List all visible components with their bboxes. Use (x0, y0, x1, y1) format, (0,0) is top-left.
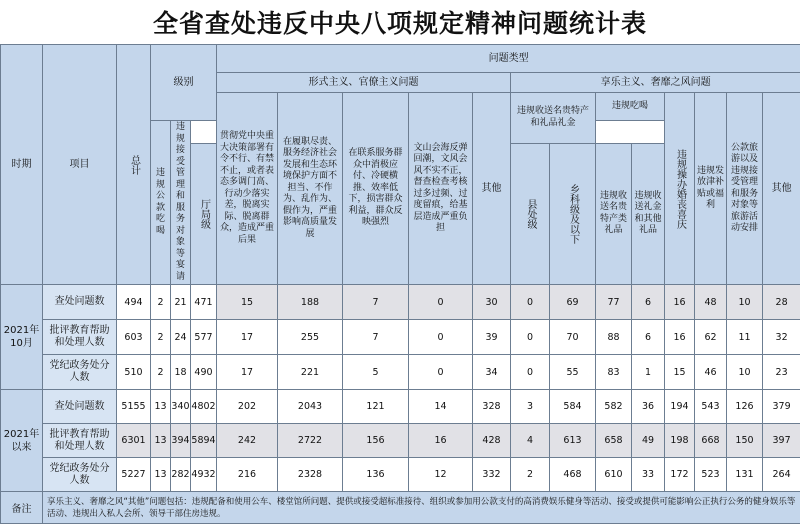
row-label: 批评教育帮助和处理人数 (43, 424, 117, 458)
level-header: 级别 (151, 45, 217, 121)
data-cell: 136 (343, 458, 409, 492)
data-cell: 5894 (191, 424, 217, 458)
level-ting-header: 厅局级 (191, 143, 217, 284)
data-cell: 216 (217, 458, 278, 492)
data-cell: 6 (632, 320, 665, 355)
data-cell: 48 (695, 285, 727, 320)
data-cell: 5155 (117, 390, 151, 424)
data-cell: 34 (473, 355, 511, 390)
data-cell: 13 (151, 458, 171, 492)
data-cell: 523 (695, 458, 727, 492)
data-cell: 340 (171, 390, 191, 424)
formalism-header: 形式主义、官僚主义问题 (217, 73, 511, 93)
data-cell: 0 (511, 355, 550, 390)
data-cell: 397 (763, 424, 800, 458)
data-cell: 543 (695, 390, 727, 424)
allowance-header: 违规发放津补贴或福利 (695, 93, 727, 285)
data-cell: 577 (191, 320, 217, 355)
data-cell: 16 (409, 424, 473, 458)
table-row (1, 285, 800, 320)
data-cell: 23 (763, 355, 800, 390)
data-cell: 7 (343, 285, 409, 320)
data-cell: 471 (191, 285, 217, 320)
header-row-1 (1, 45, 800, 73)
data-cell: 17 (217, 355, 278, 390)
data-cell: 12 (409, 458, 473, 492)
data-cell: 0 (409, 355, 473, 390)
level-xiang-header: 乡科级及以下 (550, 143, 596, 284)
data-cell: 2043 (278, 390, 343, 424)
data-cell: 172 (665, 458, 695, 492)
period-cell: 2021年10月 (1, 285, 43, 390)
data-cell: 490 (191, 355, 217, 390)
data-cell: 5 (343, 355, 409, 390)
data-cell: 18 (171, 355, 191, 390)
data-cell: 4932 (191, 458, 217, 492)
data-cell: 4802 (191, 390, 217, 424)
gift-1-header: 违规收送名贵特产类礼品 (596, 143, 632, 284)
formalism-col-2-header: 在履职尽责、服务经济社会发展和生态环境保护方面不担当、不作为、乱作为、假作为，严重影响高质量发展 (278, 93, 343, 285)
data-cell: 194 (665, 390, 695, 424)
data-cell: 6301 (117, 424, 151, 458)
data-cell: 328 (473, 390, 511, 424)
data-cell: 15 (217, 285, 278, 320)
data-cell: 0 (409, 320, 473, 355)
data-cell: 1 (632, 355, 665, 390)
table-row (1, 390, 800, 424)
data-cell: 10 (727, 355, 763, 390)
data-cell: 2722 (278, 424, 343, 458)
note-text: 享乐主义、奢靡之风“其他”问题包括：违规配备和使用公车、楼堂馆所问题、提供或接受超标准接待、组织或参加用公款支付的高消费娱乐健身等活动、接受或提供可能影响公正执行公务的健身娱乐等活动、违规出入私人会所、领导干部住房违规。 (43, 492, 800, 524)
data-cell: 16 (665, 320, 695, 355)
data-cell: 77 (596, 285, 632, 320)
data-cell: 0 (511, 285, 550, 320)
data-cell: 11 (727, 320, 763, 355)
data-cell: 28 (763, 285, 800, 320)
data-cell: 36 (632, 390, 665, 424)
data-cell: 468 (550, 458, 596, 492)
data-cell: 603 (117, 320, 151, 355)
data-cell: 613 (550, 424, 596, 458)
data-cell: 33 (632, 458, 665, 492)
data-cell: 510 (117, 355, 151, 390)
table-title: 全省查处违反中央八项规定精神问题统计表 (0, 0, 800, 44)
data-cell: 428 (473, 424, 511, 458)
note-label: 备注 (1, 492, 43, 524)
meal-2-header: 违规接受管理和服务对象等宴请 (171, 121, 191, 285)
wedding-header: 违规操办婚丧喜庆 (665, 93, 695, 285)
row-label: 党纪政务处分人数 (43, 458, 117, 492)
formalism-other-header: 其他 (473, 93, 511, 285)
data-cell: 202 (217, 390, 278, 424)
row-label: 查处问题数 (43, 285, 117, 320)
data-cell: 0 (409, 285, 473, 320)
data-cell: 668 (695, 424, 727, 458)
hedonism-header: 享乐主义、奢靡之风问题 (511, 73, 800, 93)
data-cell: 658 (596, 424, 632, 458)
data-cell: 156 (343, 424, 409, 458)
row-label: 查处问题数 (43, 390, 117, 424)
data-cell: 46 (695, 355, 727, 390)
data-cell: 6 (632, 285, 665, 320)
formalism-col-1-header: 贯彻党中央重大决策部署有令不行、有禁不止，或者表态多调门高、行动少落实差，脱离实际、脱离群众，造成严重后果 (217, 93, 278, 285)
level-xian-header: 县处级 (511, 143, 550, 284)
data-cell: 221 (278, 355, 343, 390)
data-cell: 610 (596, 458, 632, 492)
table-row (1, 320, 800, 355)
data-cell: 7 (343, 320, 409, 355)
data-cell: 32 (763, 320, 800, 355)
data-cell: 10 (727, 285, 763, 320)
data-cell: 242 (217, 424, 278, 458)
data-cell: 2 (151, 355, 171, 390)
data-cell: 5227 (117, 458, 151, 492)
total-header: 总计 (117, 45, 151, 285)
data-cell: 39 (473, 320, 511, 355)
data-cell: 582 (596, 390, 632, 424)
data-cell: 24 (171, 320, 191, 355)
table-row (1, 355, 800, 390)
data-cell: 16 (665, 285, 695, 320)
table-row (1, 424, 800, 458)
data-cell: 62 (695, 320, 727, 355)
meal-group-header: 违规吃喝 (596, 93, 665, 121)
data-cell: 198 (665, 424, 695, 458)
row-label: 党纪政务处分人数 (43, 355, 117, 390)
data-cell: 264 (763, 458, 800, 492)
data-cell: 21 (171, 285, 191, 320)
data-cell: 0 (511, 320, 550, 355)
data-cell: 13 (151, 424, 171, 458)
note-row (1, 492, 800, 524)
gift-2-header: 违规收送礼金和其他礼品 (632, 143, 665, 284)
statistics-table (0, 44, 800, 524)
data-cell: 55 (550, 355, 596, 390)
data-cell: 2 (151, 285, 171, 320)
formalism-col-4-header: 文山会海反弹回潮，文风会风不实不正，督查检查考核过多过频、过度留痕，给基层造成严重负担 (409, 93, 473, 285)
data-cell: 4 (511, 424, 550, 458)
data-cell: 379 (763, 390, 800, 424)
hedonism-other-header: 其他 (763, 93, 800, 285)
data-cell: 49 (632, 424, 665, 458)
row-label: 批评教育帮助和处理人数 (43, 320, 117, 355)
problem-type-header: 问题类型 (217, 45, 800, 73)
data-cell: 131 (727, 458, 763, 492)
data-cell: 2 (511, 458, 550, 492)
travel-header: 公款旅游以及违规接受管理和服务对象等旅游活动安排 (727, 93, 763, 285)
data-cell: 69 (550, 285, 596, 320)
data-cell: 14 (409, 390, 473, 424)
data-cell: 188 (278, 285, 343, 320)
data-cell: 30 (473, 285, 511, 320)
data-cell: 15 (665, 355, 695, 390)
data-cell: 88 (596, 320, 632, 355)
data-cell: 13 (151, 390, 171, 424)
item-header: 项目 (43, 45, 117, 285)
period-cell: 2021年以来 (1, 390, 43, 492)
data-cell: 2328 (278, 458, 343, 492)
data-cell: 150 (727, 424, 763, 458)
gift-group-header: 违规收送名贵特产和礼品礼金 (511, 93, 596, 144)
data-cell: 332 (473, 458, 511, 492)
period-header: 时期 (1, 45, 43, 285)
data-cell: 2 (151, 320, 171, 355)
data-cell: 494 (117, 285, 151, 320)
meal-1-header: 违规公款吃喝 (151, 121, 171, 285)
data-cell: 3 (511, 390, 550, 424)
table-row (1, 458, 800, 492)
data-cell: 584 (550, 390, 596, 424)
data-cell: 394 (171, 424, 191, 458)
data-cell: 255 (278, 320, 343, 355)
data-cell: 282 (171, 458, 191, 492)
data-cell: 83 (596, 355, 632, 390)
data-cell: 70 (550, 320, 596, 355)
formalism-col-3-header: 在联系服务群众中消极应付、冷硬横推、效率低下，损害群众利益，群众反映强烈 (343, 93, 409, 285)
data-cell: 17 (217, 320, 278, 355)
data-cell: 121 (343, 390, 409, 424)
data-cell: 126 (727, 390, 763, 424)
